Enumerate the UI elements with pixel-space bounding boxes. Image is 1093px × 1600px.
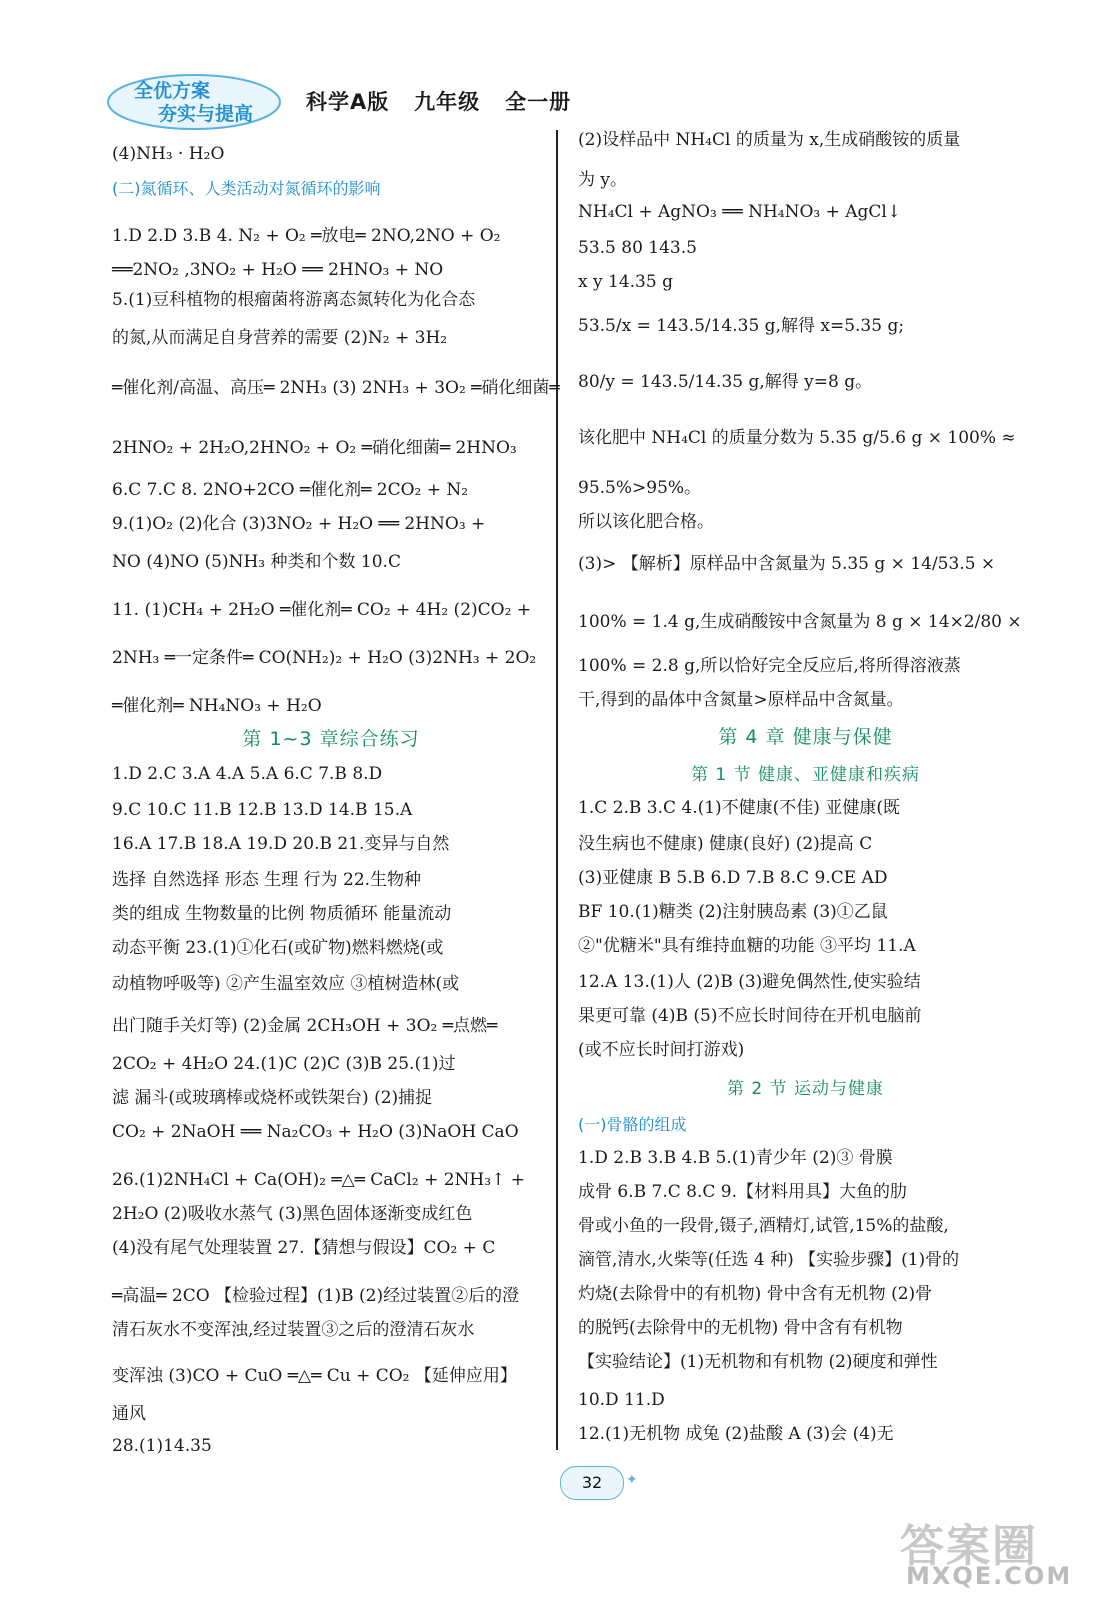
answer-line: 53.5/x = 143.5/14.35 g,解得 x=5.35 g; — [578, 316, 905, 336]
answer-line: 26.(1)2NH₄Cl + Ca(OH)₂ ═△═ CaCl₂ + 2NH₃↑ + — [112, 1170, 525, 1190]
answer-line: 【实验结论】(1)无机物和有机物 (2)硬度和弹性 — [578, 1352, 938, 1372]
answer-line: 100% = 1.4 g,生成硝酸铵中含氮量为 8 g × 14×2/80 × — [578, 612, 1022, 632]
answer-line: 1.C 2.B 3.C 4.(1)不健康(不佳) 亚健康(既 — [578, 798, 900, 818]
column-divider — [556, 130, 558, 1450]
answer-line: 6.C 7.C 8. 2NO+2CO ═催化剂═ 2CO₂ + N₂ — [112, 480, 469, 500]
answer-line: 的氮,从而满足自身营养的需要 (2)N₂ + 3H₂ — [112, 328, 448, 348]
page-number: 32 — [560, 1466, 624, 1500]
answer-line: 5.(1)豆科植物的根瘤菌将游离态氮转化为化合态 — [112, 290, 476, 310]
answer-line: ═催化剂═ NH₄NO₃ + H₂O — [112, 696, 322, 716]
answer-line: 滤 漏斗(或玻璃棒或烧杯或铁架台) (2)捕捉 — [112, 1088, 433, 1108]
answer-line: (4)没有尾气处理装置 27.【猜想与假设】CO₂ + C — [112, 1238, 496, 1258]
answer-line: 10.D 11.D — [578, 1390, 665, 1410]
answer-line: 2NH₃ ═一定条件═ CO(NH₂)₂ + H₂O (3)2NH₃ + 2O₂ — [112, 648, 537, 668]
answer-line: 动植物呼吸等) ②产生温室效应 ③植树造林(或 — [112, 974, 460, 994]
section-heading: 第 2 节 运动与健康 — [726, 1079, 885, 1099]
equation-line: NH₄Cl + AgNO₃ ══ NH₄NO₃ + AgCl↓ — [578, 202, 902, 222]
answer-line: BF 10.(1)糖类 (2)注射胰岛素 (3)①乙鼠 — [578, 902, 888, 922]
answer-line: 2HNO₂ + 2H₂O,2HNO₂ + O₂ ═硝化细菌═ 2HNO₃ — [112, 438, 517, 458]
equation-line: x y 14.35 g — [578, 272, 673, 292]
answer-line: 为 y。 — [578, 170, 628, 190]
answer-line: 灼烧(去除骨中的有机物) 骨中含有无机物 (2)骨 — [578, 1284, 933, 1304]
answer-line: ══2NO₂ ,3NO₂ + H₂O ══ 2HNO₃ + NO — [112, 260, 444, 280]
answer-line: 骨或小鱼的一段骨,镊子,酒精灯,试管,15%的盐酸, — [578, 1216, 949, 1236]
answer-line: 类的组成 生物数量的比例 物质循环 能量流动 — [112, 904, 452, 924]
watermark-url: MXQE.COM — [906, 1562, 1073, 1590]
answer-line: ═高温═ 2CO 【检验过程】(1)B (2)经过装置②后的澄 — [112, 1286, 520, 1306]
answer-line: 16.A 17.B 18.A 19.D 20.B 21.变异与自然 — [112, 834, 450, 854]
answer-line: 所以该化肥合格。 — [578, 512, 714, 532]
answer-line: 12.(1)无机物 成兔 (2)盐酸 A (3)会 (4)无 — [578, 1424, 894, 1444]
answer-line: 100% = 2.8 g,所以恰好完全反应后,将所得溶液蒸 — [578, 656, 961, 676]
answer-line: (3)> 【解析】原样品中含氮量为 5.35 g × 14/53.5 × — [578, 554, 996, 574]
equation-line: 53.5 80 143.5 — [578, 238, 697, 258]
answer-line: NO (4)NO (5)NH₃ 种类和个数 10.C — [112, 552, 401, 572]
answer-line: 干,得到的晶体中含氮量>原样品中含氮量。 — [578, 690, 904, 710]
answer-line: 1.D 2.D 3.B 4. N₂ + O₂ ═放电═ 2NO,2NO + O₂ — [112, 226, 501, 246]
answer-line: 动态平衡 23.(1)①化石(或矿物)燃料燃烧(或 — [112, 938, 444, 958]
answer-line: 变浑浊 (3)CO + CuO ═△═ Cu + CO₂ 【延伸应用】 — [112, 1366, 517, 1386]
brand-logo — [104, 70, 284, 132]
answer-line: 果更可靠 (4)B (5)不应长时间待在开机电脑前 — [578, 1006, 922, 1026]
answer-line: 2CO₂ + 4H₂O 24.(1)C (2)C (3)B 25.(1)过 — [112, 1054, 456, 1074]
answer-line: 滴管,清水,火柴等(任选 4 种) 【实验步骤】(1)骨的 — [578, 1250, 960, 1270]
answer-line: CO₂ + 2NaOH ══ Na₂CO₃ + H₂O (3)NaOH CaO — [112, 1122, 519, 1142]
answer-line: 1.D 2.C 3.A 4.A 5.A 6.C 7.B 8.D — [112, 764, 383, 784]
subsection-heading: (二)氮循环、人类活动对氮循环的影响 — [112, 179, 381, 198]
answer-line: 80/y = 143.5/14.35 g,解得 y=8 g。 — [578, 372, 873, 392]
answer-line: 通风 — [112, 1404, 146, 1424]
answer-line: ②"优糖米"具有维持血糖的功能 ③平均 11.A — [578, 936, 916, 956]
section-heading: 第 1 节 健康、亚健康和疾病 — [690, 765, 921, 785]
watermark — [900, 1510, 1085, 1590]
answer-line: 2H₂O (2)吸收水蒸气 (3)黑色固体逐渐变成红色 — [112, 1204, 473, 1224]
chapter-heading: 第 4 章 健康与保健 — [718, 726, 893, 748]
answer-line: 成骨 6.B 7.C 8.C 9.【材料用具】大鱼的肋 — [578, 1182, 908, 1202]
answer-line: 该化肥中 NH₄Cl 的质量分数为 5.35 g/5.6 g × 100% ≈ — [578, 428, 1016, 448]
answer-line: 出门随手关灯等) (2)金属 2CH₃OH + 3O₂ ═点燃═ — [112, 1016, 498, 1036]
answer-line: (4)NH₃ · H₂O — [112, 144, 225, 164]
answer-line: 选择 自然选择 形态 生理 行为 22.生物种 — [112, 870, 422, 890]
sparkle-icon: ✦ — [626, 1472, 638, 1488]
answer-line: 11. (1)CH₄ + 2H₂O ═催化剂═ CO₂ + 4H₂ (2)CO₂ + — [112, 600, 532, 620]
book-title: 科学A版 九年级 全一册 — [306, 90, 572, 114]
answer-line: 1.D 2.B 3.B 4.B 5.(1)青少年 (2)③ 骨膜 — [578, 1148, 893, 1168]
logo-text-line1: 全优方案 — [134, 80, 211, 102]
answer-line: (3)亚健康 B 5.B 6.D 7.B 8.C 9.CE AD — [578, 868, 888, 888]
answer-line: 95.5%>95%。 — [578, 478, 702, 498]
answer-line: (2)设样品中 NH₄Cl 的质量为 x,生成硝酸铵的质量 — [578, 130, 961, 150]
answer-line: ═催化剂/高温、高压═ 2NH₃ (3) 2NH₃ + 3O₂ ═硝化细菌═ — [112, 378, 560, 398]
section-heading: 第 1~3 章综合练习 — [242, 728, 420, 750]
answer-line: (或不应长时间打游戏) — [578, 1040, 745, 1060]
answer-line: 9.C 10.C 11.B 12.B 13.D 14.B 15.A — [112, 800, 413, 820]
answer-line: 9.(1)O₂ (2)化合 (3)3NO₂ + H₂O ══ 2HNO₃ + — [112, 514, 486, 534]
answer-line: 12.A 13.(1)人 (2)B (3)避免偶然性,使实验结 — [578, 972, 921, 992]
watermark-logo-text: 答案圈 — [900, 1521, 1038, 1572]
answer-line: 28.(1)14.35 — [112, 1436, 212, 1456]
answer-line: 的脱钙(去除骨中的无机物) 骨中含有有机物 — [578, 1318, 903, 1338]
subsection-heading: (一)骨骼的组成 — [578, 1115, 687, 1134]
logo-graphic — [104, 70, 284, 132]
logo-text-line2: 夯实与提高 — [158, 103, 254, 125]
answer-line: 清石灰水不变浑浊,经过装置③之后的澄清石灰水 — [112, 1320, 475, 1340]
answer-line: 没生病也不健康) 健康(良好) (2)提高 C — [578, 834, 873, 854]
